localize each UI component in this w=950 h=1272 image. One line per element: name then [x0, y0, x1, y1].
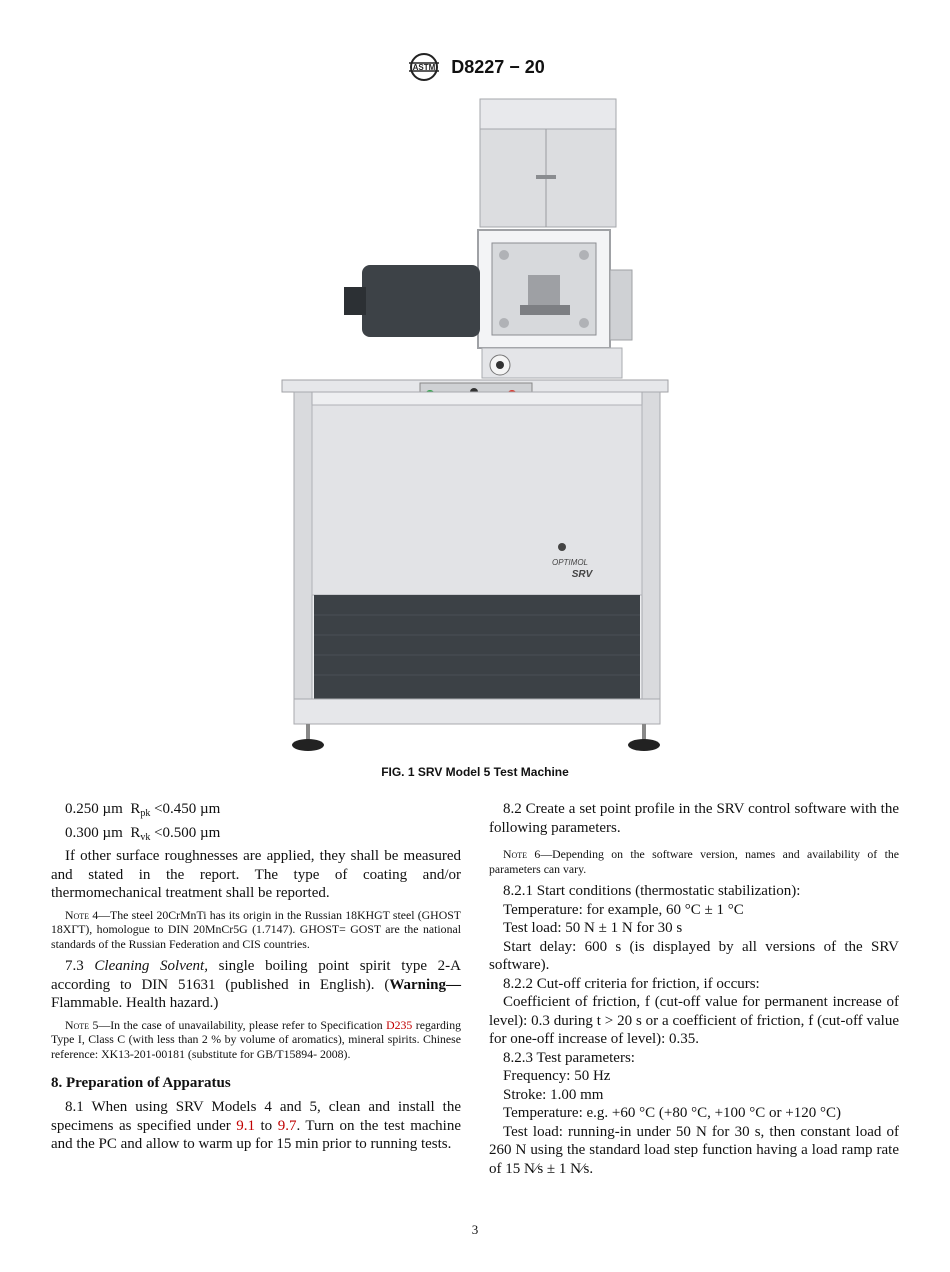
start-temperature: Temperature: for example, 60 °C ± 1 °C [503, 901, 744, 918]
figure-brand-text: OPTIMOL [551, 558, 589, 567]
section-8-2-3: 8.2.3 Test parameters: [503, 1049, 635, 1066]
frequency: Frequency: 50 Hz [503, 1068, 611, 1085]
roughness-line-2: 0.300 µm $R_{vk} <0.500$ µm [65, 824, 221, 843]
left-column [51, 800, 461, 1154]
section-8-heading: 8. Preparation of Apparatus [51, 1074, 231, 1091]
link-9-7[interactable]: 9.7 [277, 1117, 297, 1134]
figure-caption: FIG. 1 SRV Model 5 Test Machine [381, 765, 569, 779]
section-8-2-1: 8.2.1 Start conditions (thermostatic stabilization): [503, 883, 801, 900]
note-6: Note 6—Depending on the software version, names and availability of the parameters can vary. [489, 847, 899, 876]
section-8-1: 8.1 When using SRV Models 4 and 5, clean and install the specimens as specified under 9.1 to 9.7. Turn on the test machine and the PC and allow to warm up for 15 min prior to running tests. [51, 1099, 461, 1153]
section-8-2: 8.2 Create a set point profile in the SRV control software with the following parameters. [489, 801, 899, 836]
section-7-3: 7.3 Cleaning Solvent, single boiling point spirit type 2-A according to DIN 51631 (published in English). (Warning— Flammable. Health hazard.) [51, 958, 461, 1012]
link-d235[interactable]: D235 [386, 1017, 413, 1032]
figure-model-text: SRV [571, 569, 593, 580]
test-temperature: Temperature: e.g. +60 °C (+80 °C, +100 °C or +120 °C) [503, 1105, 841, 1122]
roughness-line-1: 0.250 µm $R_{pk} <0.450$ µm [65, 801, 221, 819]
start-test-load: Test load: 50 N ± 1 N for 30 s [503, 920, 683, 937]
svg-text:ASTM: ASTM [412, 63, 436, 72]
stroke: Stroke: 1.00 mm [503, 1086, 604, 1103]
coefficient-of-friction: Coefficient of friction, f (cut-off value for permanent increase of level): 0.3 during t > 20 s or a coefficient of friction, f (cut-off value for one-off increase of level): 0.35. [489, 994, 899, 1048]
link-9-1[interactable]: 9.1 [236, 1117, 256, 1134]
page-header [0, 52, 950, 82]
test-load: Test load: running-in under 50 N for 30 s, then constant load of 260 N using the standard load step function having a load ramp rate of 15 N⁄s ± 1 N⁄s. [489, 1123, 899, 1177]
page-number: 3 [471, 1222, 479, 1237]
section-8-2-2: 8.2.2 Cut-off criteria for friction, if occurs: [503, 975, 760, 992]
srv-test-machine-figure [270, 95, 680, 765]
start-delay: Start delay: 600 s (is displayed by all versions of the SRV software). [489, 938, 899, 974]
document-designation: D8227 − 20 [451, 56, 545, 77]
right-column [489, 800, 899, 1178]
paragraph-surface-roughness: If other surface roughnesses are applied, they shall be measured and stated in the report. The type of coating and/or thermomechanical treatment shall be reported. [51, 848, 461, 901]
note-5: Note 5—In the case of unavailability, please refer to Specification D235 regarding Type I, Class C (with less than 2 % by volume of aromatics), mineral spirits. Chinese reference: XK13-201-00181 (substitute for GB/T15894- 2008). [51, 1017, 462, 1061]
note-4: Note 4—The steel 20CrMnTi has its origin in the Russian 18KHGT steel (GHOST 18XГТ), homologue to DIN 20MnCr5G (1.7147). GHOST= GOST are the national standards of the Russian Federation and CIS countries. [51, 907, 461, 951]
astm-logo-icon [405, 52, 443, 82]
